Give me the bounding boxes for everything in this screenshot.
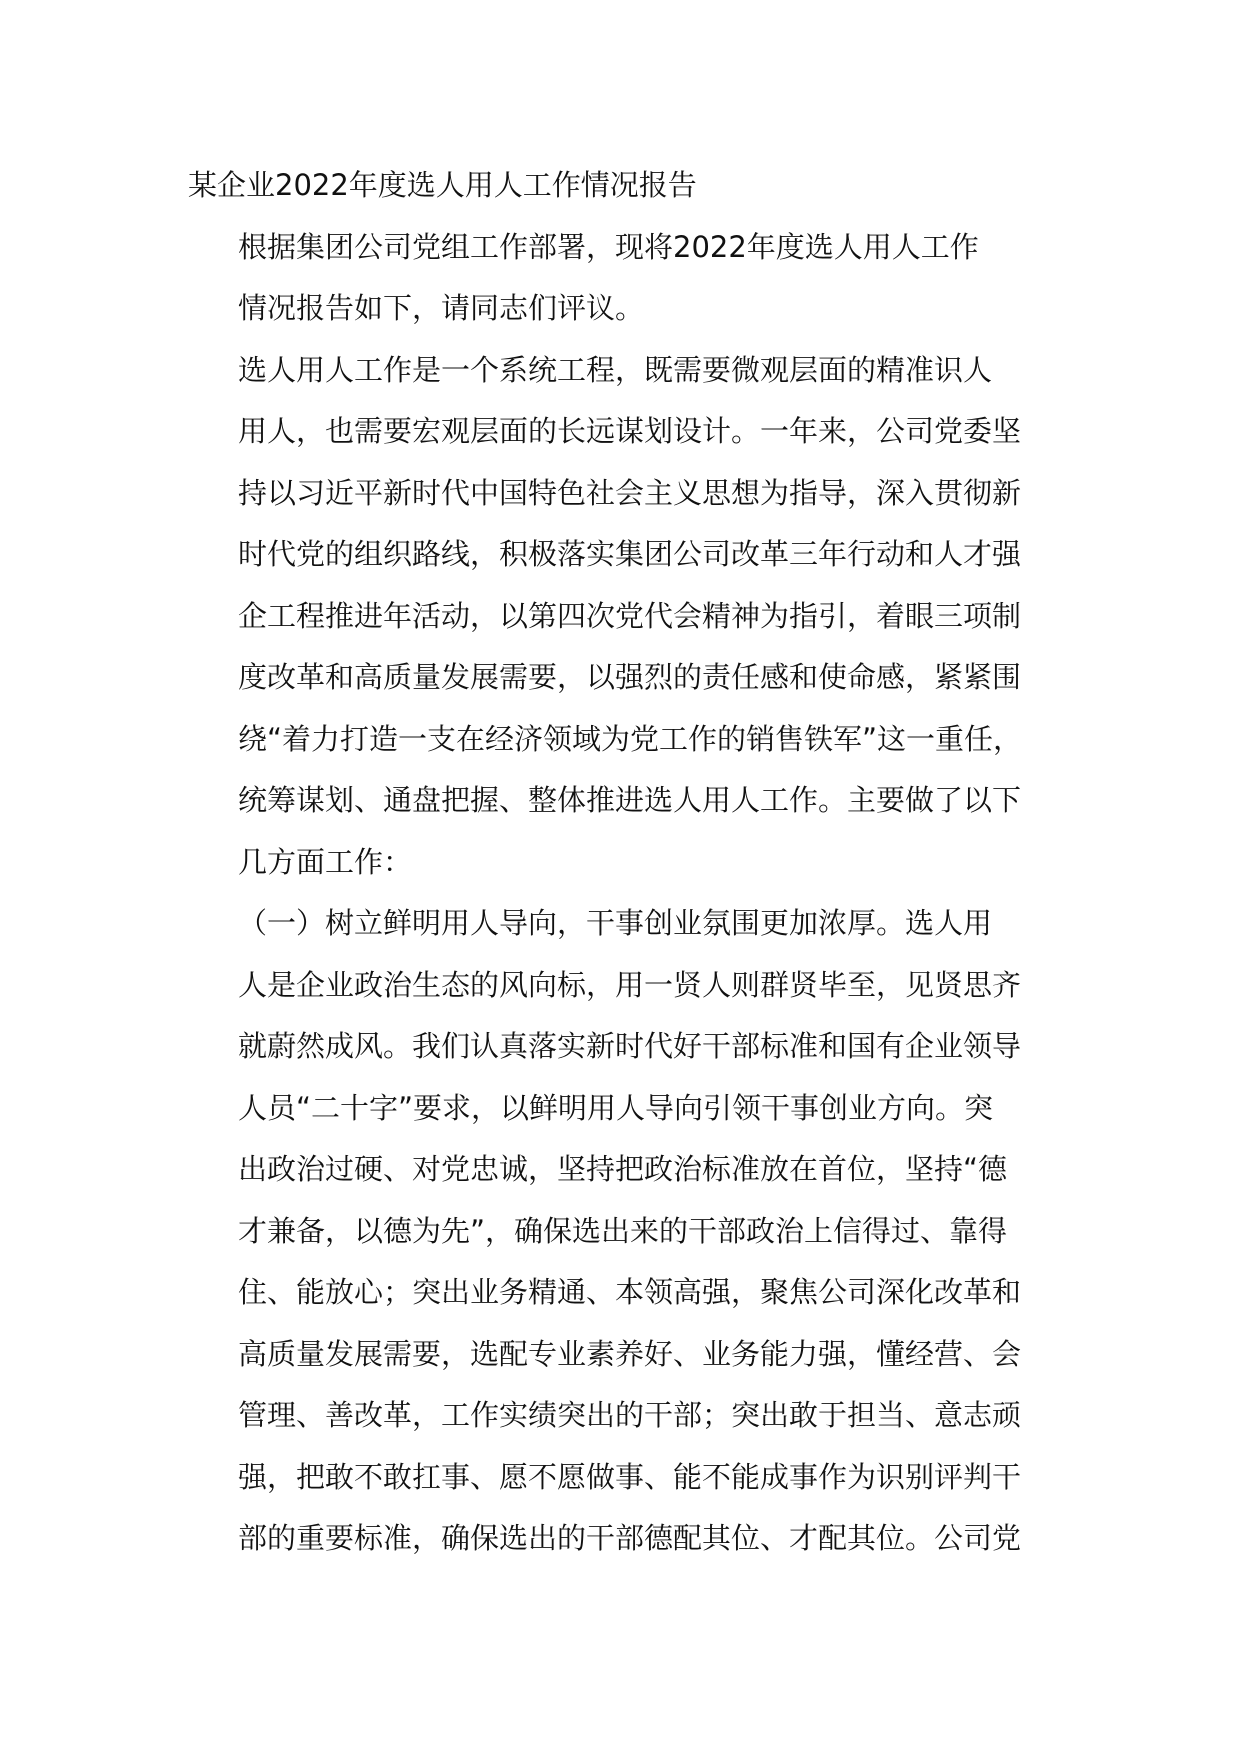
paragraph-overview (188, 340, 1064, 894)
paragraph-line: 部的重要标准，确保选出的干部德配其位、才配其位。公司党 (238, 1521, 1022, 1555)
paragraph-line: 根据集团公司党组工作部署，现将2022年度选人用人工作 (238, 229, 979, 264)
paragraph-line: 人员“二十字”要求，以鲜明用人导向引领干事创业方向。突 (238, 1090, 994, 1125)
paragraph-line: 统筹谋划、通盘把握、整体推进选人用人工作。主要做了以下 (238, 783, 1022, 817)
paragraph-line: 出政治过硬、对党忠诚，坚持把政治标准放在首位，坚持“德 (238, 1152, 1008, 1186)
document-body (188, 155, 1064, 1570)
paragraph-line: 企工程推进年活动，以第四次党代会精神为指引，着眼三项制 (238, 598, 1022, 633)
paragraph-line: 管理、善改革，工作实绩突出的干部；突出敢于担当、意志顽 (238, 1398, 1022, 1432)
paragraph-line: 强，把敢不敢扛事、愿不愿做事、能不能成事作为识别评判干 (238, 1459, 1022, 1494)
paragraph-line: 绕“着力打造一支在经济领域为党工作的销售铁军”这一重任， (238, 721, 1023, 756)
paragraph-line: 度改革和高质量发展需要，以强烈的责任感和使命感，紧紧围 (238, 660, 1022, 694)
paragraph-line: 持以习近平新时代中国特色社会主义思想为指导，深入贯彻新 (238, 475, 1022, 510)
paragraph-line: 高质量发展需要，选配专业素养好、业务能力强，懂经营、会 (238, 1336, 1022, 1371)
paragraph-line: 情况报告如下，请同志们评议。 (238, 291, 645, 325)
paragraph-line: 几方面工作： (238, 844, 413, 879)
paragraph-line: 住、能放心；突出业务精通、本领高强，聚焦公司深化改革和 (238, 1275, 1022, 1309)
document-title: 某企业2022年度选人用人工作情况报告 (188, 168, 697, 202)
paragraph-line: 就蔚然成风。我们认真落实新时代好干部标准和国有企业领导 (238, 1029, 1022, 1063)
paragraph-line: 用人，也需要宏观层面的长远谋划设计。一年来，公司党委坚 (238, 414, 1022, 448)
paragraph-line: （一）树立鲜明用人导向，干事创业氛围更加浓厚。选人用 (238, 906, 993, 940)
paragraph-line: 才兼备，以德为先”，确保选出来的干部政治上信得过、靠得 (238, 1213, 1008, 1248)
paragraph-line: 时代党的组织路线，积极落实集团公司改革三年行动和人才强 (238, 537, 1022, 571)
paragraph-section-one (188, 893, 1064, 1570)
paragraph-line: 选人用人工作是一个系统工程，既需要微观层面的精准识人 (238, 352, 993, 387)
paragraph-line: 人是企业政治生态的风向标，用一贤人则群贤毕至，见贤思齐 (238, 967, 1022, 1002)
paragraph-intro (188, 217, 1064, 340)
